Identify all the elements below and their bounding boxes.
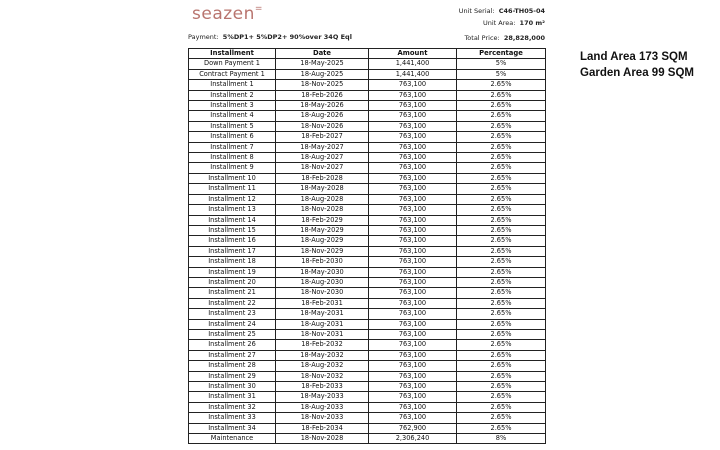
cell-date: 18-Nov-2031	[276, 329, 369, 339]
cell-installment: Installment 8	[189, 153, 276, 163]
cell-date: 18-May-2029	[276, 225, 369, 235]
cell-installment: Installment 9	[189, 163, 276, 173]
cell-installment: Installment 27	[189, 350, 276, 360]
cell-amount: 763,100	[369, 121, 457, 131]
table-row	[189, 309, 546, 319]
cell-date: 18-Aug-2028	[276, 194, 369, 204]
table-row	[189, 392, 546, 402]
table-row	[189, 267, 546, 277]
garden-area-note: Garden Area 99 SQM	[580, 67, 694, 79]
unit-area	[483, 19, 545, 27]
cell-percentage: 2.65%	[457, 101, 546, 111]
cell-installment: Installment 24	[189, 319, 276, 329]
cell-installment: Installment 18	[189, 257, 276, 267]
cell-amount: 763,100	[369, 340, 457, 350]
table-row	[189, 329, 546, 339]
cell-percentage: 2.65%	[457, 288, 546, 298]
table-row	[189, 225, 546, 235]
cell-date: 18-May-2033	[276, 392, 369, 402]
table-body	[189, 59, 546, 444]
cell-installment: Contract Payment 1	[189, 69, 276, 79]
cell-percentage: 2.65%	[457, 142, 546, 152]
cell-percentage: 2.65%	[457, 246, 546, 256]
cell-amount: 763,100	[369, 319, 457, 329]
cell-amount: 763,100	[369, 361, 457, 371]
cell-amount: 763,100	[369, 111, 457, 121]
cell-date: 18-May-2026	[276, 101, 369, 111]
cell-installment: Installment 23	[189, 309, 276, 319]
cell-date: 18-Feb-2030	[276, 257, 369, 267]
cell-percentage: 2.65%	[457, 215, 546, 225]
cell-percentage: 2.65%	[457, 371, 546, 381]
cell-percentage: 2.65%	[457, 423, 546, 433]
table-row	[189, 132, 546, 142]
cell-installment: Installment 22	[189, 298, 276, 308]
cell-amount: 763,100	[369, 309, 457, 319]
cell-amount: 763,100	[369, 329, 457, 339]
unit-serial-label: Unit Serial:	[458, 7, 495, 15]
cell-percentage: 2.65%	[457, 413, 546, 423]
table-row	[189, 298, 546, 308]
cell-installment: Installment 1	[189, 80, 276, 90]
cell-percentage: 2.65%	[457, 298, 546, 308]
cell-installment: Installment 21	[189, 288, 276, 298]
cell-percentage: 2.65%	[457, 392, 546, 402]
cell-percentage: 2.65%	[457, 90, 546, 100]
table-row	[189, 194, 546, 204]
cell-installment: Installment 13	[189, 205, 276, 215]
cell-installment: Installment 10	[189, 173, 276, 183]
cell-date: 18-Aug-2032	[276, 361, 369, 371]
cell-date: 18-May-2028	[276, 184, 369, 194]
cell-amount: 763,100	[369, 392, 457, 402]
cell-date: 18-Aug-2031	[276, 319, 369, 329]
table-row	[189, 69, 546, 79]
cell-date: 18-Nov-2032	[276, 371, 369, 381]
table-row	[189, 121, 546, 131]
cell-amount: 763,100	[369, 350, 457, 360]
payment-plan	[188, 34, 388, 41]
cell-installment: Installment 15	[189, 225, 276, 235]
table-row	[189, 350, 546, 360]
cell-percentage: 2.65%	[457, 329, 546, 339]
table-row	[189, 277, 546, 287]
unit-serial-value: C46-TH05-04	[498, 7, 545, 15]
cell-percentage: 8%	[457, 434, 546, 444]
cell-installment: Installment 2	[189, 90, 276, 100]
cell-date: 18-Aug-2027	[276, 153, 369, 163]
cell-installment: Installment 12	[189, 194, 276, 204]
cell-installment: Down Payment 1	[189, 59, 276, 69]
cell-amount: 763,100	[369, 236, 457, 246]
cell-installment: Maintenance	[189, 434, 276, 444]
cell-date: 18-Aug-2025	[276, 69, 369, 79]
total-price-value: 28,828,000	[503, 34, 545, 42]
cell-date: 18-Feb-2033	[276, 382, 369, 392]
cell-installment: Installment 26	[189, 340, 276, 350]
cell-date: 18-Nov-2028	[276, 205, 369, 215]
table-row	[189, 257, 546, 267]
cell-percentage: 2.65%	[457, 132, 546, 142]
header-date: Date	[276, 49, 369, 59]
table-row	[189, 434, 546, 444]
cell-amount: 763,100	[369, 153, 457, 163]
cell-percentage: 5%	[457, 69, 546, 79]
payment-label: Payment:	[188, 33, 219, 41]
cell-percentage: 2.65%	[457, 80, 546, 90]
unit-area-value: 170 m²	[519, 19, 545, 27]
table-row	[189, 184, 546, 194]
cell-percentage: 2.65%	[457, 257, 546, 267]
logo-mark: =	[254, 4, 263, 14]
cell-percentage: 2.65%	[457, 121, 546, 131]
cell-date: 18-Feb-2028	[276, 173, 369, 183]
cell-amount: 1,441,400	[369, 69, 457, 79]
cell-date: 18-Aug-2030	[276, 277, 369, 287]
cell-date: 18-May-2025	[276, 59, 369, 69]
table-row	[189, 361, 546, 371]
cell-amount: 763,100	[369, 194, 457, 204]
cell-date: 18-Feb-2034	[276, 423, 369, 433]
table-row	[189, 163, 546, 173]
cell-percentage: 2.65%	[457, 163, 546, 173]
cell-installment: Installment 7	[189, 142, 276, 152]
cell-amount: 2,306,240	[369, 434, 457, 444]
cell-date: 18-Nov-2033	[276, 413, 369, 423]
table-row	[189, 173, 546, 183]
cell-amount: 763,100	[369, 173, 457, 183]
cell-amount: 763,100	[369, 80, 457, 90]
table-row	[189, 59, 546, 69]
cell-installment: Installment 11	[189, 184, 276, 194]
cell-percentage: 2.65%	[457, 225, 546, 235]
logo-text: seazen	[192, 4, 255, 24]
cell-installment: Installment 30	[189, 382, 276, 392]
table-row	[189, 340, 546, 350]
table-row	[189, 382, 546, 392]
cell-percentage: 2.65%	[457, 402, 546, 412]
cell-installment: Installment 20	[189, 277, 276, 287]
cell-date: 18-May-2031	[276, 309, 369, 319]
cell-date: 18-Nov-2030	[276, 288, 369, 298]
cell-date: 18-Feb-2029	[276, 215, 369, 225]
header-percentage: Percentage	[457, 49, 546, 59]
cell-installment: Installment 16	[189, 236, 276, 246]
cell-date: 18-Aug-2029	[276, 236, 369, 246]
table-row	[189, 246, 546, 256]
cell-amount: 763,100	[369, 277, 457, 287]
cell-amount: 763,100	[369, 90, 457, 100]
cell-date: 18-Aug-2026	[276, 111, 369, 121]
cell-installment: Installment 25	[189, 329, 276, 339]
table-row	[189, 236, 546, 246]
cell-date: 18-Feb-2026	[276, 90, 369, 100]
table-row	[189, 101, 546, 111]
table-row	[189, 319, 546, 329]
cell-amount: 763,100	[369, 184, 457, 194]
table-row	[189, 215, 546, 225]
table-header-row	[189, 49, 546, 59]
cell-installment: Installment 31	[189, 392, 276, 402]
total-price	[464, 34, 545, 42]
cell-installment: Installment 3	[189, 101, 276, 111]
cell-amount: 763,100	[369, 371, 457, 381]
cell-amount: 763,100	[369, 101, 457, 111]
header-amount: Amount	[369, 49, 457, 59]
cell-installment: Installment 6	[189, 132, 276, 142]
cell-installment: Installment 4	[189, 111, 276, 121]
cell-installment: Installment 14	[189, 215, 276, 225]
cell-percentage: 2.65%	[457, 173, 546, 183]
cell-percentage: 2.65%	[457, 267, 546, 277]
cell-percentage: 2.65%	[457, 340, 546, 350]
cell-installment: Installment 17	[189, 246, 276, 256]
cell-percentage: 2.65%	[457, 277, 546, 287]
cell-percentage: 2.65%	[457, 153, 546, 163]
cell-percentage: 2.65%	[457, 194, 546, 204]
cell-percentage: 2.65%	[457, 319, 546, 329]
payment-plan-value: 5%DP1+ 5%DP2+ 90%over 34Q Eql	[222, 33, 352, 41]
cell-percentage: 2.65%	[457, 111, 546, 121]
cell-amount: 763,100	[369, 288, 457, 298]
cell-percentage: 2.65%	[457, 382, 546, 392]
cell-installment: Installment 5	[189, 121, 276, 131]
unit-area-label: Unit Area:	[482, 19, 516, 27]
cell-percentage: 5%	[457, 59, 546, 69]
cell-amount: 763,100	[369, 142, 457, 152]
cell-installment: Installment 33	[189, 413, 276, 423]
cell-amount: 763,100	[369, 382, 457, 392]
cell-amount: 1,441,400	[369, 59, 457, 69]
cell-amount: 763,100	[369, 257, 457, 267]
cell-date: 18-Aug-2033	[276, 402, 369, 412]
table-row	[189, 205, 546, 215]
table-row	[189, 142, 546, 152]
cell-installment: Installment 19	[189, 267, 276, 277]
payment-schedule-table	[188, 48, 546, 444]
table-row	[189, 111, 546, 121]
cell-amount: 762,900	[369, 423, 457, 433]
cell-date: 18-Nov-2027	[276, 163, 369, 173]
cell-date: 18-Nov-2025	[276, 80, 369, 90]
table-row	[189, 153, 546, 163]
cell-amount: 763,100	[369, 215, 457, 225]
seazen-logo	[192, 4, 263, 24]
total-price-label: Total Price:	[464, 34, 500, 42]
land-area-note: Land Area 173 SQM	[580, 51, 688, 63]
cell-date: 18-May-2027	[276, 142, 369, 152]
table-row	[189, 423, 546, 433]
unit-serial	[459, 7, 545, 15]
table-row	[189, 80, 546, 90]
cell-date: 18-Feb-2031	[276, 298, 369, 308]
cell-installment: Installment 34	[189, 423, 276, 433]
cell-date: 18-Nov-2028	[276, 434, 369, 444]
cell-date: 18-May-2032	[276, 350, 369, 360]
cell-amount: 763,100	[369, 413, 457, 423]
table-row	[189, 371, 546, 381]
cell-amount: 763,100	[369, 225, 457, 235]
cell-date: 18-May-2030	[276, 267, 369, 277]
cell-percentage: 2.65%	[457, 350, 546, 360]
cell-amount: 763,100	[369, 132, 457, 142]
header-installment: Installment	[189, 49, 276, 59]
cell-date: 18-Nov-2026	[276, 121, 369, 131]
cell-percentage: 2.65%	[457, 309, 546, 319]
cell-installment: Installment 29	[189, 371, 276, 381]
table-row	[189, 288, 546, 298]
table-row	[189, 90, 546, 100]
table-row	[189, 402, 546, 412]
cell-amount: 763,100	[369, 246, 457, 256]
cell-amount: 763,100	[369, 298, 457, 308]
cell-date: 18-Feb-2032	[276, 340, 369, 350]
cell-percentage: 2.65%	[457, 205, 546, 215]
cell-date: 18-Nov-2029	[276, 246, 369, 256]
table-row	[189, 413, 546, 423]
cell-amount: 763,100	[369, 267, 457, 277]
cell-amount: 763,100	[369, 205, 457, 215]
cell-amount: 763,100	[369, 402, 457, 412]
cell-installment: Installment 32	[189, 402, 276, 412]
cell-amount: 763,100	[369, 163, 457, 173]
cell-percentage: 2.65%	[457, 184, 546, 194]
cell-date: 18-Feb-2027	[276, 132, 369, 142]
cell-percentage: 2.65%	[457, 361, 546, 371]
cell-installment: Installment 28	[189, 361, 276, 371]
cell-percentage: 2.65%	[457, 236, 546, 246]
